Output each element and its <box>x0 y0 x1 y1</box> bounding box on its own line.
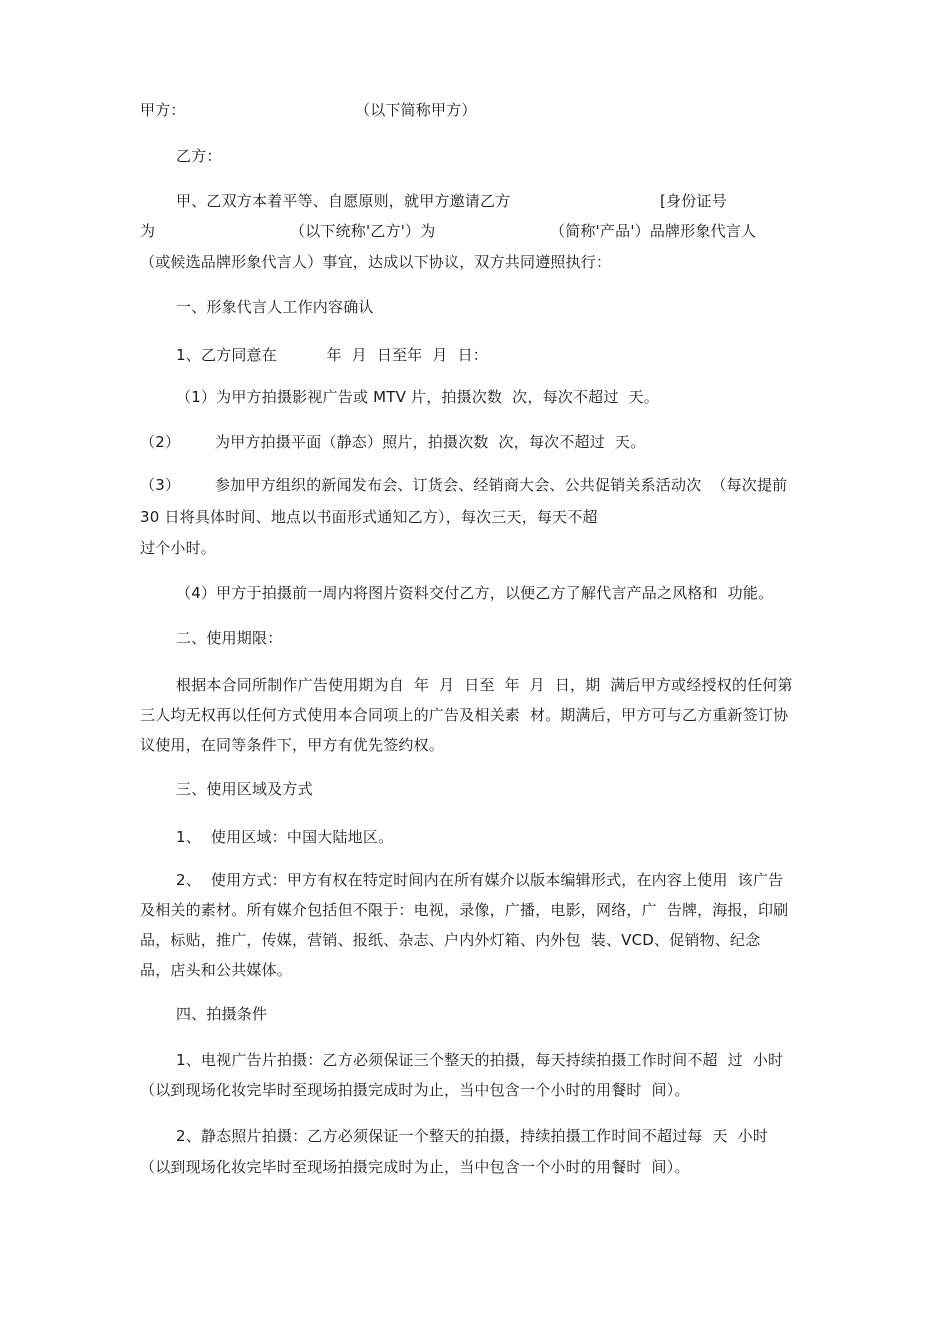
section-1-sub-4: （4）甲方于拍摄前一周内将图片资料交付乙方，以便乙方了解代言产品之风格和 功能。 <box>176 584 774 602</box>
section-1-title: 一、形象代言人工作内容确认 <box>176 298 374 316</box>
section-2-para-line-2: 三人均无权再以任何方式使用本合同项上的广告及相关素 材。期满后，甲方可与乙方重新签订协 <box>140 706 789 724</box>
section-1-sub-3-num: （3） <box>140 476 181 494</box>
intro-line-1: 甲、乙双方本着平等、自愿原则，就甲方邀请乙方 <box>176 192 511 210</box>
intro-line-3: （或候选品牌形象代言人）事宜，达成以下协议，双方共同遵照执行： <box>140 253 612 271</box>
section-1-sub-2-num: （2） <box>140 433 181 451</box>
section-3-item-2-line-4: 品，店头和公共媒体。 <box>140 961 293 979</box>
intro-id-label: [身份证号 <box>660 192 727 210</box>
section-1-sub-3-line-3: 过个小时。 <box>140 539 217 557</box>
section-4-item-2-line-1: 2、静态照片拍摄：乙方必须保证一个整天的拍摄，持续拍摄工作时间不超过每 天 小时 <box>176 1127 769 1145</box>
section-3-item-2-line-2: 及相关的素材。所有媒介包括但不限于：电视，录像，广播，电影，网络，广 告牌，海报，印刷 <box>140 901 789 919</box>
section-2-para-line-1: 根据本合同所制作广告使用期为自 年 月 日至 年 月 日，期 满后甲方或经授权的任何第 <box>176 676 793 694</box>
section-4-item-1-line-1: 1、电视广告片拍摄：乙方必须保证三个整天的拍摄，每天持续拍摄工作时间不超 过 小时 <box>176 1051 784 1069</box>
party-a-label: 甲方： <box>140 101 186 119</box>
section-1-sub-3-line-2: 30 日将具体时间、地点以书面形式通知乙方），每次三天，每天不超 <box>140 508 598 526</box>
section-3-item-2-line-1: 2、 使用方式：甲方有权在特定时间内在所有媒介以版本编辑形式，在内容上使用 该广告 <box>176 871 784 889</box>
section-1-item-1: 1、乙方同意在 年 月 日至年 月 日： <box>176 346 488 364</box>
section-4-item-2-line-2: （以到现场化妆完毕时至现场拍摄完成时为止，当中包含一个小时的用餐时 间）。 <box>140 1158 690 1176</box>
section-1-sub-3-text: 参加甲方组织的新闻发布会、订货会、经销商大会、公共促销关系活动次 （每次提前 <box>215 476 788 494</box>
section-2-para-line-3: 议使用，在同等条件下，甲方有优先签约权。 <box>140 736 445 754</box>
intro-line-2b: （以下统称'乙方'）为 <box>290 222 436 240</box>
section-2-title: 二、使用期限： <box>176 629 283 647</box>
section-3-item-2-line-3: 品，标贴，推广，传媒，营销、报纸、杂志、户内外灯箱、内外包 装、VCD、促销物、纪念 <box>140 931 761 949</box>
intro-line-2c: （简称'产品'）品牌形象代言人 <box>550 222 757 240</box>
intro-line-2a: 为 <box>140 222 156 240</box>
party-b-label: 乙方： <box>176 147 222 165</box>
section-4-title: 四、拍摄条件 <box>176 1005 268 1023</box>
section-1-sub-2-text: 为甲方拍摄平面（静态）照片，拍摄次数 次，每次不超过 天。 <box>215 433 646 451</box>
section-4-item-1-line-2: （以到现场化妆完毕时至现场拍摄完成时为止，当中包含一个小时的用餐时 间）。 <box>140 1081 690 1099</box>
section-3-item-1: 1、 使用区域：中国大陆地区。 <box>176 828 394 846</box>
section-1-sub-1: （1）为甲方拍摄影视广告或 MTV 片，拍摄次数 次，每次不超过 天。 <box>176 388 659 406</box>
section-3-title: 三、使用区域及方式 <box>176 780 313 798</box>
party-a-note: （以下简称甲方） <box>355 101 477 119</box>
